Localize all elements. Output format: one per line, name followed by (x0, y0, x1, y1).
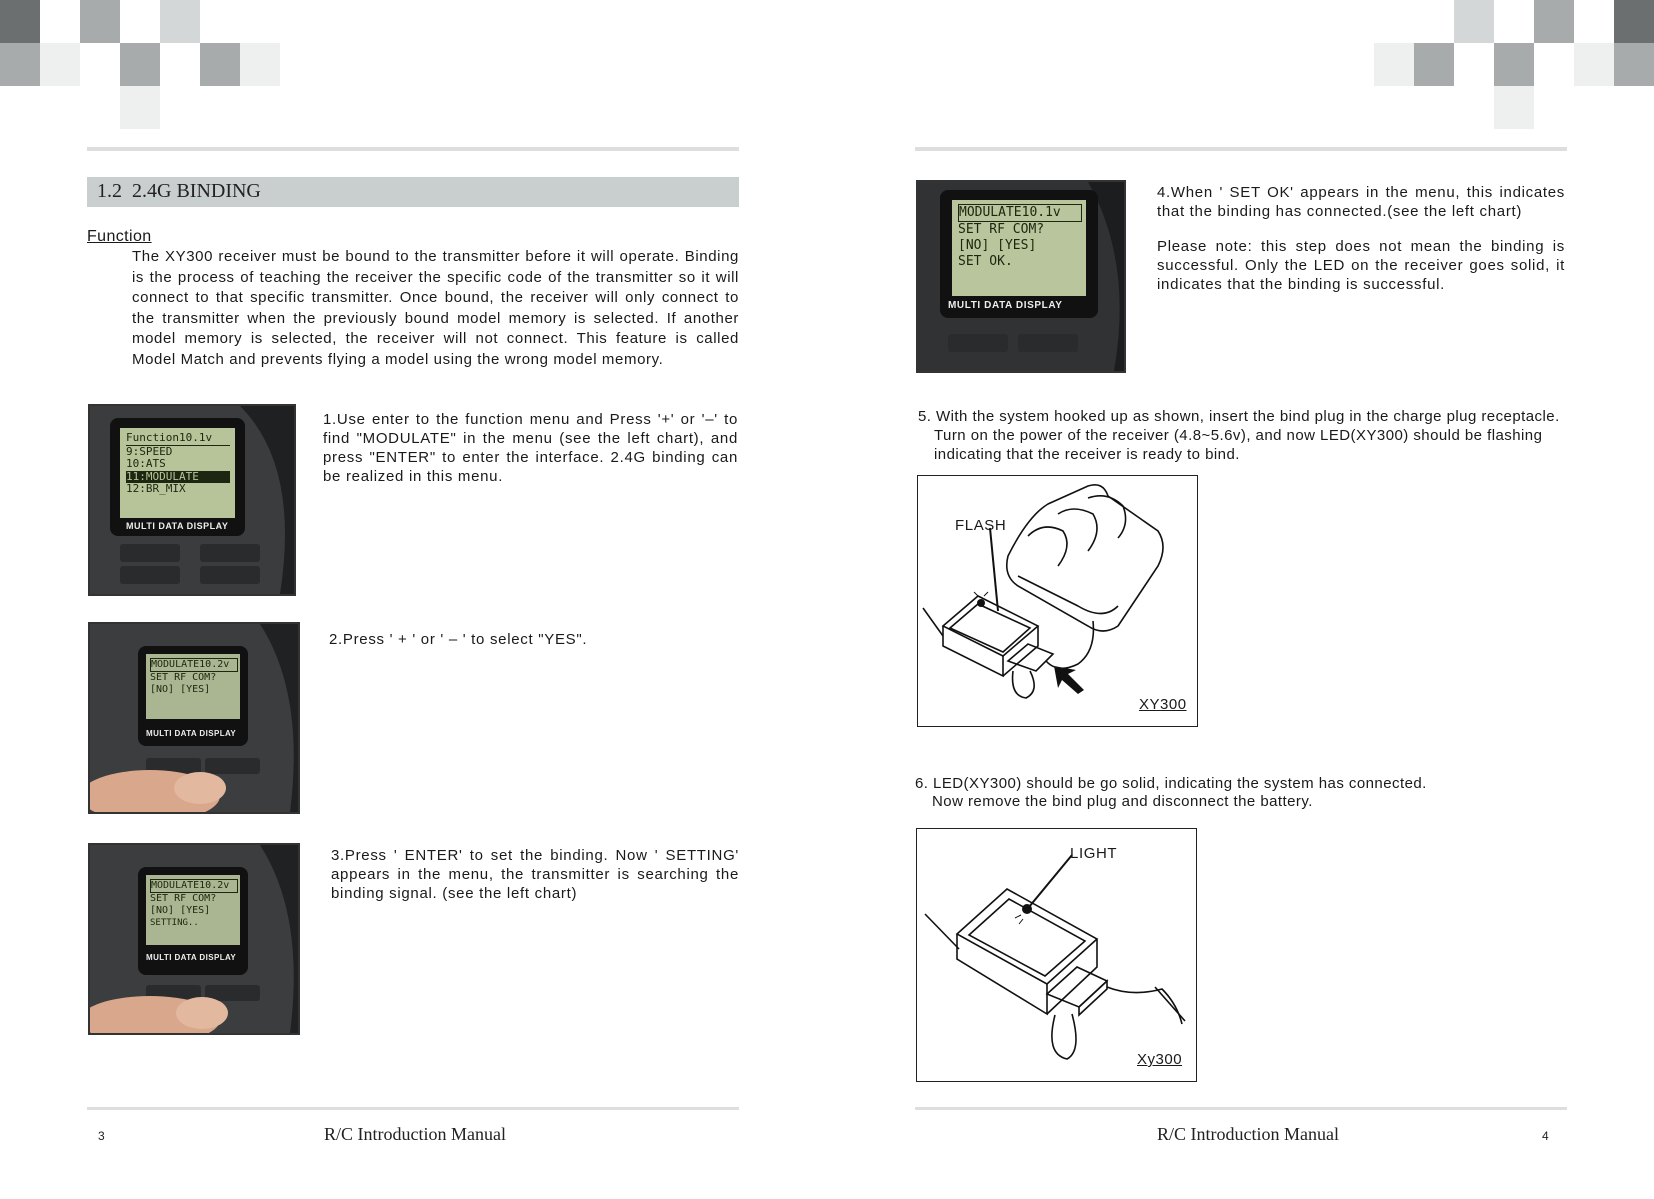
led-label-flash: FLASH (955, 517, 1007, 534)
lcd-screen-2 (150, 658, 238, 696)
lcd-line: 9:SPEED (126, 444, 173, 458)
model-label-xy300-lower: Xy300 (1137, 1051, 1183, 1068)
step-1-text: 1.Use enter to the function menu and Press '+' or '–' to find "MODULATE" in the menu (see the left chart), and press "ENTER" to enter the interface. 2.4G binding can be realized in this menu. (323, 411, 738, 485)
lcd-label-1: MULTI DATA DISPLAY (126, 521, 229, 531)
lcd-screen-4 (958, 204, 1082, 270)
lcd-header: Function10.1v (126, 432, 230, 446)
bottom-rule-left (87, 1107, 739, 1110)
lcd-line: SETTING.. (150, 918, 199, 928)
lcd-line: 10:ATS (126, 457, 166, 470)
step-6-line-1: 6. LED(XY300) should be go solid, indicating the system has connected. (915, 775, 1427, 792)
transmitter-photo-3 (88, 843, 300, 1035)
top-rule-right (915, 147, 1567, 151)
step-5-line-1: 5. With the system hooked up as shown, insert the bind plug in the charge plug receptacle. (918, 408, 1560, 425)
step-6-line-2: Now remove the bind plug and disconnect the battery. (932, 793, 1313, 810)
lcd-line: SET OK. (958, 254, 1013, 269)
lcd-screen-3 (150, 879, 238, 929)
lcd-label-3: MULTI DATA DISPLAY (146, 953, 237, 962)
lcd-line: 12:BR_MIX (126, 482, 186, 495)
lcd-label-4: MULTI DATA DISPLAY (948, 300, 1063, 311)
step-2-text: 2.Press ' + ' or ' – ' to select "YES". (329, 631, 588, 648)
step-4-note: Please note: this step does not mean the binding is successful. Only the LED on the receiver goes solid, it indicates that the binding is successful. (1157, 238, 1565, 293)
step-5-line-2: Turn on the power of the receiver (4.8~5.6v), and now LED(XY300) should be flashing (934, 427, 1543, 444)
receiver-diagram-light (916, 828, 1197, 1082)
section-title (97, 180, 261, 203)
lcd-line: [NO] [YES] (150, 684, 211, 695)
model-label-xy300: XY300 (1139, 696, 1187, 713)
photo-3-art (90, 845, 298, 1033)
lcd-screen-1 (126, 432, 230, 496)
footer-title-left: R/C Introduction Manual (324, 1124, 506, 1144)
transmitter-photo-2 (88, 622, 300, 814)
section-number: 1.2 (97, 180, 122, 202)
step-3-text: 3.Press ' ENTER' to set the binding. Now ' SETTING' appears in the menu, the transmitter is searching the binding signal. (see the left chart) (331, 847, 739, 902)
transmitter-photo-1 (88, 404, 296, 596)
lcd-line-selected: 11:MODULATE (126, 471, 230, 484)
transmitter-photo-4 (916, 180, 1126, 373)
lcd-line: SET RF COM? (150, 893, 217, 904)
footer-title-right: R/C Introduction Manual (1157, 1124, 1339, 1144)
lcd-line: SET RF COM? (958, 222, 1045, 237)
lcd-line: [NO] [YES] (150, 905, 211, 916)
top-rule-left (87, 147, 739, 151)
section-title-text: 2.4G BINDING (132, 180, 261, 202)
function-heading: Function (87, 228, 152, 245)
receiver-illustration (917, 829, 1196, 1081)
photo-2-art (90, 624, 298, 812)
page-number-left: 3 (98, 1129, 105, 1143)
lcd-line: SET RF COM? (150, 672, 217, 683)
receiver-diagram-flash (917, 475, 1198, 727)
page-number-right: 4 (1542, 1129, 1549, 1143)
led-label-light: LIGHT (1070, 845, 1118, 862)
lcd-header: MODULATE10.2v (150, 879, 238, 893)
lcd-line: [NO] [YES] (958, 238, 1037, 253)
lcd-label-2: MULTI DATA DISPLAY (146, 729, 237, 738)
section-header (87, 177, 739, 207)
lcd-header: MODULATE10.2v (150, 658, 238, 672)
lcd-header: MODULATE10.1v (958, 204, 1082, 222)
bottom-rule-right (915, 1107, 1567, 1110)
receiver-battery-illustration (918, 476, 1197, 726)
function-body: The XY300 receiver must be bound to the transmitter before it will operate. Binding is the process of teaching the receiver the specific code of the transmitter so it will connect to that specific transmitter. Once bound, the receiver will only connect to the transmitter when the previously bound model memory is selected. If another model memory is selected, the receiver will not connect. This feature is called Model Match and prevents flying a model using the wrong model memory. (132, 248, 739, 368)
step-4-text: 4.When ' SET OK' appears in the menu, this indicates that the binding has connected.(see the left chart) (1157, 184, 1565, 220)
step-5-line-3: indicating that the receiver is ready to bind. (934, 446, 1240, 463)
